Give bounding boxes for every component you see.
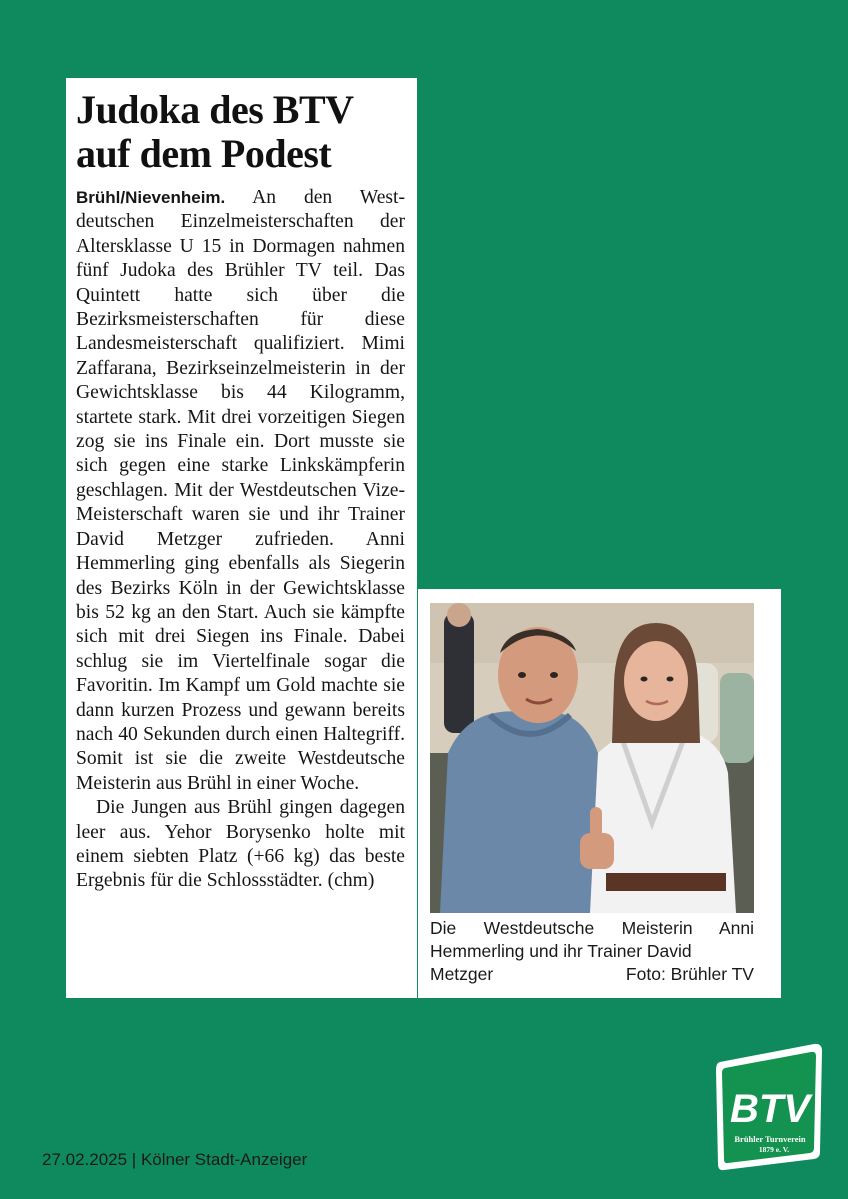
source-footer: 27.02.2025 | Kölner Stadt-Anzeiger xyxy=(42,1150,308,1169)
photo-illustration xyxy=(430,603,754,913)
headline-line-2: auf dem Podest xyxy=(76,131,332,176)
dateline: Brühl/Nievenheim. xyxy=(76,188,226,207)
article-paragraph-2: Die Jungen aus Brühl gingen dagegen leer aus. Yehor Borysenko holte mit einem siebten Platz (+66 kg) das beste Ergebnis für die Schlossstädter. (chm) xyxy=(76,797,405,892)
btv-logo xyxy=(714,1040,826,1172)
photo-credit: Foto: Brühler TV xyxy=(625,964,754,984)
caption-text: Die Westdeutsche Meisterin Anni Hemmerling und ihr Trainer David xyxy=(430,918,754,961)
article-paragraph-1 xyxy=(76,186,405,796)
logo-club-name: Brühler Turnverein xyxy=(734,1134,806,1144)
article-photo xyxy=(430,603,754,913)
paragraph-1-text: An den Westdeutschen Einzelmeisterschaften der Altersklasse U 15 in Dormagen nahmen fünf Judoka des Brühler TV teil. Das Quintett hatte sich über die Bezirksmeisterschaften für diese Landesmeisterschaft qualifiziert. Mimi Zaffarana, Bezirkseinzelmeisterin in der Gewichtsklasse bis 44 Kilogramm, startete stark. Mit drei vorzeitigen Siegen zog sie ins Finale ein. Dort musste sie sich gegen eine starke Linkskämpferin geschlagen. Mit der Westdeutschen Vize-Meisterschaft waren sie und ihr Trainer David Metzger zufrieden. Anni Hemmerling ging ebenfalls als Siegerin des Bezirks Köln in der Gewichtsklasse bis 52 kg an den Start. Auch sie kämpfte sich mit drei Siegen ins Finale. Dabei schlug sie im Viertelfinale sogar die Favoritin. Im Kampf um Gold machte sie dann kurzen Prozess und gewann bereits nach 40 Sekunden durch einen Haltegriff. Somit ist sie die zweite Westdeutsche Meisterin aus Brühl in einer Woche. xyxy=(76,187,405,794)
logo-letters: BTV xyxy=(730,1087,810,1131)
photo-box xyxy=(418,589,781,998)
caption-text-end: Metzger xyxy=(430,964,494,984)
newspaper-clipping xyxy=(66,78,417,998)
photo-caption xyxy=(430,917,754,986)
headline-line-1: Judoka des BTV xyxy=(76,87,354,132)
logo-founded: 1879 e. V. xyxy=(758,1145,790,1154)
caption-last-row xyxy=(430,963,754,986)
article-headline xyxy=(76,88,405,176)
